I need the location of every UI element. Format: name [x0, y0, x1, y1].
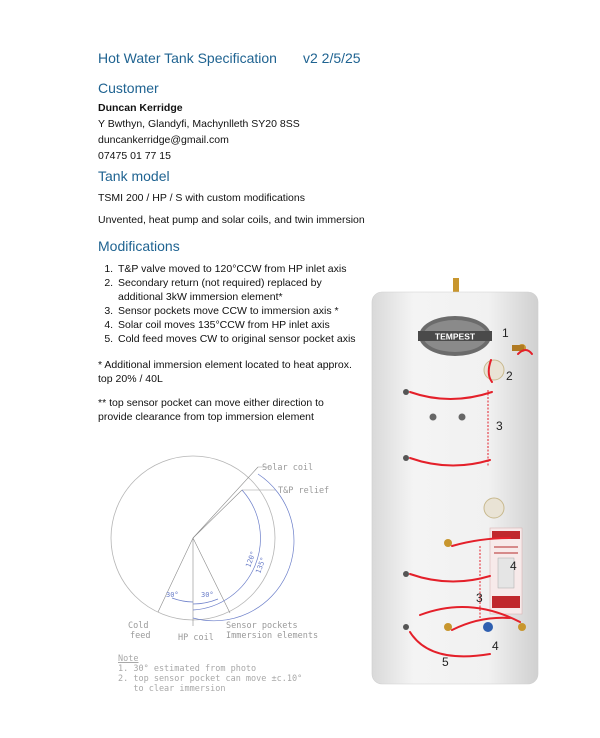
callout-4: 4 [510, 559, 517, 573]
callout-3b: 3 [476, 591, 483, 605]
diagram-note-line: to clear immersion [118, 684, 226, 694]
modifications-heading: Modifications [98, 238, 180, 254]
arc-30-right [193, 599, 218, 604]
modification-item: 3. Sensor pockets move CCW to immersion axis * [116, 304, 360, 318]
data-plate-line [494, 546, 518, 548]
top-outlet-pipe [453, 278, 459, 292]
modification-item: 4. Solar coil moves 135°CCW from HP inlet axis [116, 318, 360, 332]
label-hp-coil: HP coil [178, 633, 214, 643]
modification-item: 5. Cold feed moves CW to original sensor pocket axis [116, 332, 360, 346]
pocket-stub [459, 414, 466, 421]
pocket-stub [403, 571, 409, 577]
angle-30-right: 30° [201, 591, 214, 599]
customer-block [98, 100, 300, 164]
callout-1: 1 [502, 326, 509, 340]
brass-fitting [518, 623, 526, 631]
bottom-immersion-cap [484, 498, 504, 518]
tank-model-name: TSMI 200 / HP / S with custom modifications [98, 192, 305, 204]
title-text: Hot Water Tank Specification [98, 50, 277, 66]
data-plate-footer [492, 596, 520, 608]
data-plate-line [494, 552, 518, 554]
modifications-list-wrap [98, 262, 360, 346]
label-solar-coil: Solar coil [262, 463, 314, 473]
callout-2: 2 [506, 369, 513, 383]
footnote-1: * Additional immersion element located to heat approx. top 20% / 40L [98, 359, 352, 385]
brand-name: TEMPEST [434, 331, 476, 342]
modification-item: 1. T&P valve moved to 120°CCW from HP inlet axis [116, 262, 360, 276]
pocket-stub [403, 389, 409, 395]
sensor-pocket-axis [193, 538, 230, 613]
pocket-stub [403, 624, 409, 630]
callout-3: 3 [496, 419, 503, 433]
label-cold-feed-2: feed [130, 631, 151, 641]
blue-fitting [483, 622, 493, 632]
customer-name: Duncan Kerridge [98, 102, 183, 114]
tank-model-description: Unvented, heat pump and solar coils, and twin immersion [98, 214, 365, 226]
angle-135: 135° [254, 556, 268, 575]
angle-diagram [100, 450, 360, 650]
tank-photo [360, 270, 560, 690]
label-cold-feed-1: Cold [128, 621, 149, 631]
diagram-note-line: 2. top sensor pocket can move ±c.10° [118, 674, 303, 684]
customer-heading: Customer [98, 80, 159, 96]
solar-coil-axis [193, 467, 258, 538]
tp-relief-axis [193, 490, 242, 538]
angle-30-left: 30° [166, 591, 179, 599]
customer-phone: 07475 01 77 15 [98, 150, 171, 162]
callout-4b: 4 [492, 639, 499, 653]
label-immersion-elements: Immersion elements [226, 631, 319, 641]
page-title [98, 50, 361, 66]
modifications-list [98, 262, 360, 346]
version-date: v2 2/5/25 [302, 50, 361, 66]
angle-120: 120° [244, 550, 258, 569]
footnote-2: ** top sensor pocket can move either direction to provide clearance from top immersion element [98, 397, 324, 423]
tank-model-heading: Tank model [98, 168, 170, 184]
customer-email: duncankerridge@gmail.com [98, 134, 229, 146]
top-immersion-cap [484, 360, 504, 380]
customer-address: Y Bwthyn, Glandyfi, Machynlleth SY20 8SS [98, 118, 300, 130]
pocket-stub [430, 414, 437, 421]
diagram-note-line: 1. 30° estimated from photo [118, 664, 257, 674]
brass-fitting [444, 539, 452, 547]
cold-feed-axis [158, 538, 193, 612]
pocket-stub [403, 455, 409, 461]
diagram-note-heading: Note [118, 654, 139, 664]
brass-fitting [444, 623, 452, 631]
modification-item: 2. Secondary return (not required) replaced by additional 3kW immersion element* [116, 276, 360, 304]
label-tp-relief: T&P relief [278, 486, 330, 496]
label-sensor-pockets: Sensor pockets [226, 621, 298, 631]
callout-5: 5 [442, 655, 449, 669]
